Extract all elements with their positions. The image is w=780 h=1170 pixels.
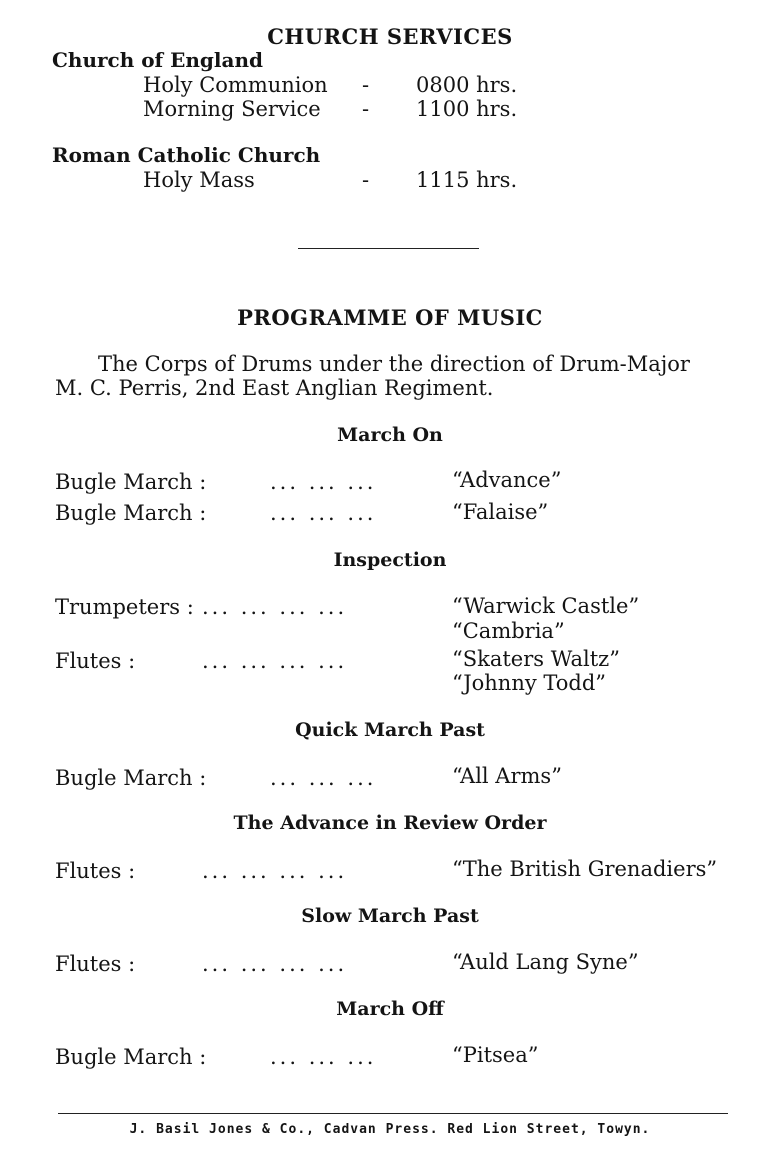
denomination-church-of-england: Church of England xyxy=(52,48,263,72)
entry-instrument: Bugle March : xyxy=(55,766,207,790)
section-heading-quick-march-past: Quick March Past xyxy=(295,719,485,741)
section-heading-march-off: March Off xyxy=(336,998,444,1020)
entry-instrument: Flutes : xyxy=(55,649,136,673)
service-name: Morning Service xyxy=(143,97,321,121)
leader-dots: ... ... ... ... xyxy=(202,595,348,619)
section-heading-march-on: March On xyxy=(337,424,443,446)
leader-dots: ... ... ... xyxy=(270,766,377,790)
service-time: 1115 hrs. xyxy=(416,168,518,192)
entry-piece: “All Arms” xyxy=(452,764,562,788)
section-heading-slow-march-past: Slow March Past xyxy=(301,905,479,927)
leader-dots: ... ... ... xyxy=(270,501,377,525)
programme-title: PROGRAMME OF MUSIC xyxy=(237,305,543,330)
service-name: Holy Communion xyxy=(143,73,328,97)
entry-instrument: Bugle March : xyxy=(55,1045,207,1069)
service-separator: - xyxy=(362,73,370,97)
section-divider xyxy=(298,248,479,249)
entry-piece: “Auld Lang Syne” xyxy=(452,950,639,974)
programme-intro-line-1: The Corps of Drums under the direction of Drum-Major xyxy=(98,352,690,376)
section-heading-advance-review-order: The Advance in Review Order xyxy=(233,812,547,834)
leader-dots: ... ... ... xyxy=(270,470,377,494)
entry-instrument: Flutes : xyxy=(55,859,136,883)
service-name: Holy Mass xyxy=(143,168,255,192)
leader-dots: ... ... ... ... xyxy=(202,859,348,883)
service-separator: - xyxy=(362,168,370,192)
entry-instrument: Bugle March : xyxy=(55,470,207,494)
entry-piece: “The British Grenadiers” xyxy=(452,857,718,881)
section-heading-inspection: Inspection xyxy=(333,549,447,571)
leader-dots: ... ... ... ... xyxy=(202,649,348,673)
footer-rule xyxy=(58,1113,728,1114)
entry-instrument: Flutes : xyxy=(55,952,136,976)
denomination-roman-catholic: Roman Catholic Church xyxy=(52,143,321,167)
leader-dots: ... ... ... ... xyxy=(202,952,348,976)
service-separator: - xyxy=(362,97,370,121)
entry-instrument: Bugle March : xyxy=(55,501,207,525)
entry-piece: “Pitsea” xyxy=(452,1043,539,1067)
entry-piece: “Warwick Castle” xyxy=(452,594,640,618)
programme-intro-line-2: M. C. Perris, 2nd East Anglian Regiment. xyxy=(55,376,494,400)
service-time: 1100 hrs. xyxy=(416,97,518,121)
entry-piece: “Johnny Todd” xyxy=(452,671,607,695)
church-services-title: CHURCH SERVICES xyxy=(267,24,513,49)
entry-piece: “Falaise” xyxy=(452,500,549,524)
entry-piece: “Cambria” xyxy=(452,619,565,643)
printer-credit: J. Basil Jones & Co., Cadvan Press. Red Lion Street, Towyn. xyxy=(129,1122,651,1137)
leader-dots: ... ... ... xyxy=(270,1045,377,1069)
entry-piece: “Skaters Waltz” xyxy=(452,647,620,671)
entry-instrument: Trumpeters : xyxy=(55,595,194,619)
entry-piece: “Advance” xyxy=(452,468,562,492)
service-time: 0800 hrs. xyxy=(416,73,518,97)
